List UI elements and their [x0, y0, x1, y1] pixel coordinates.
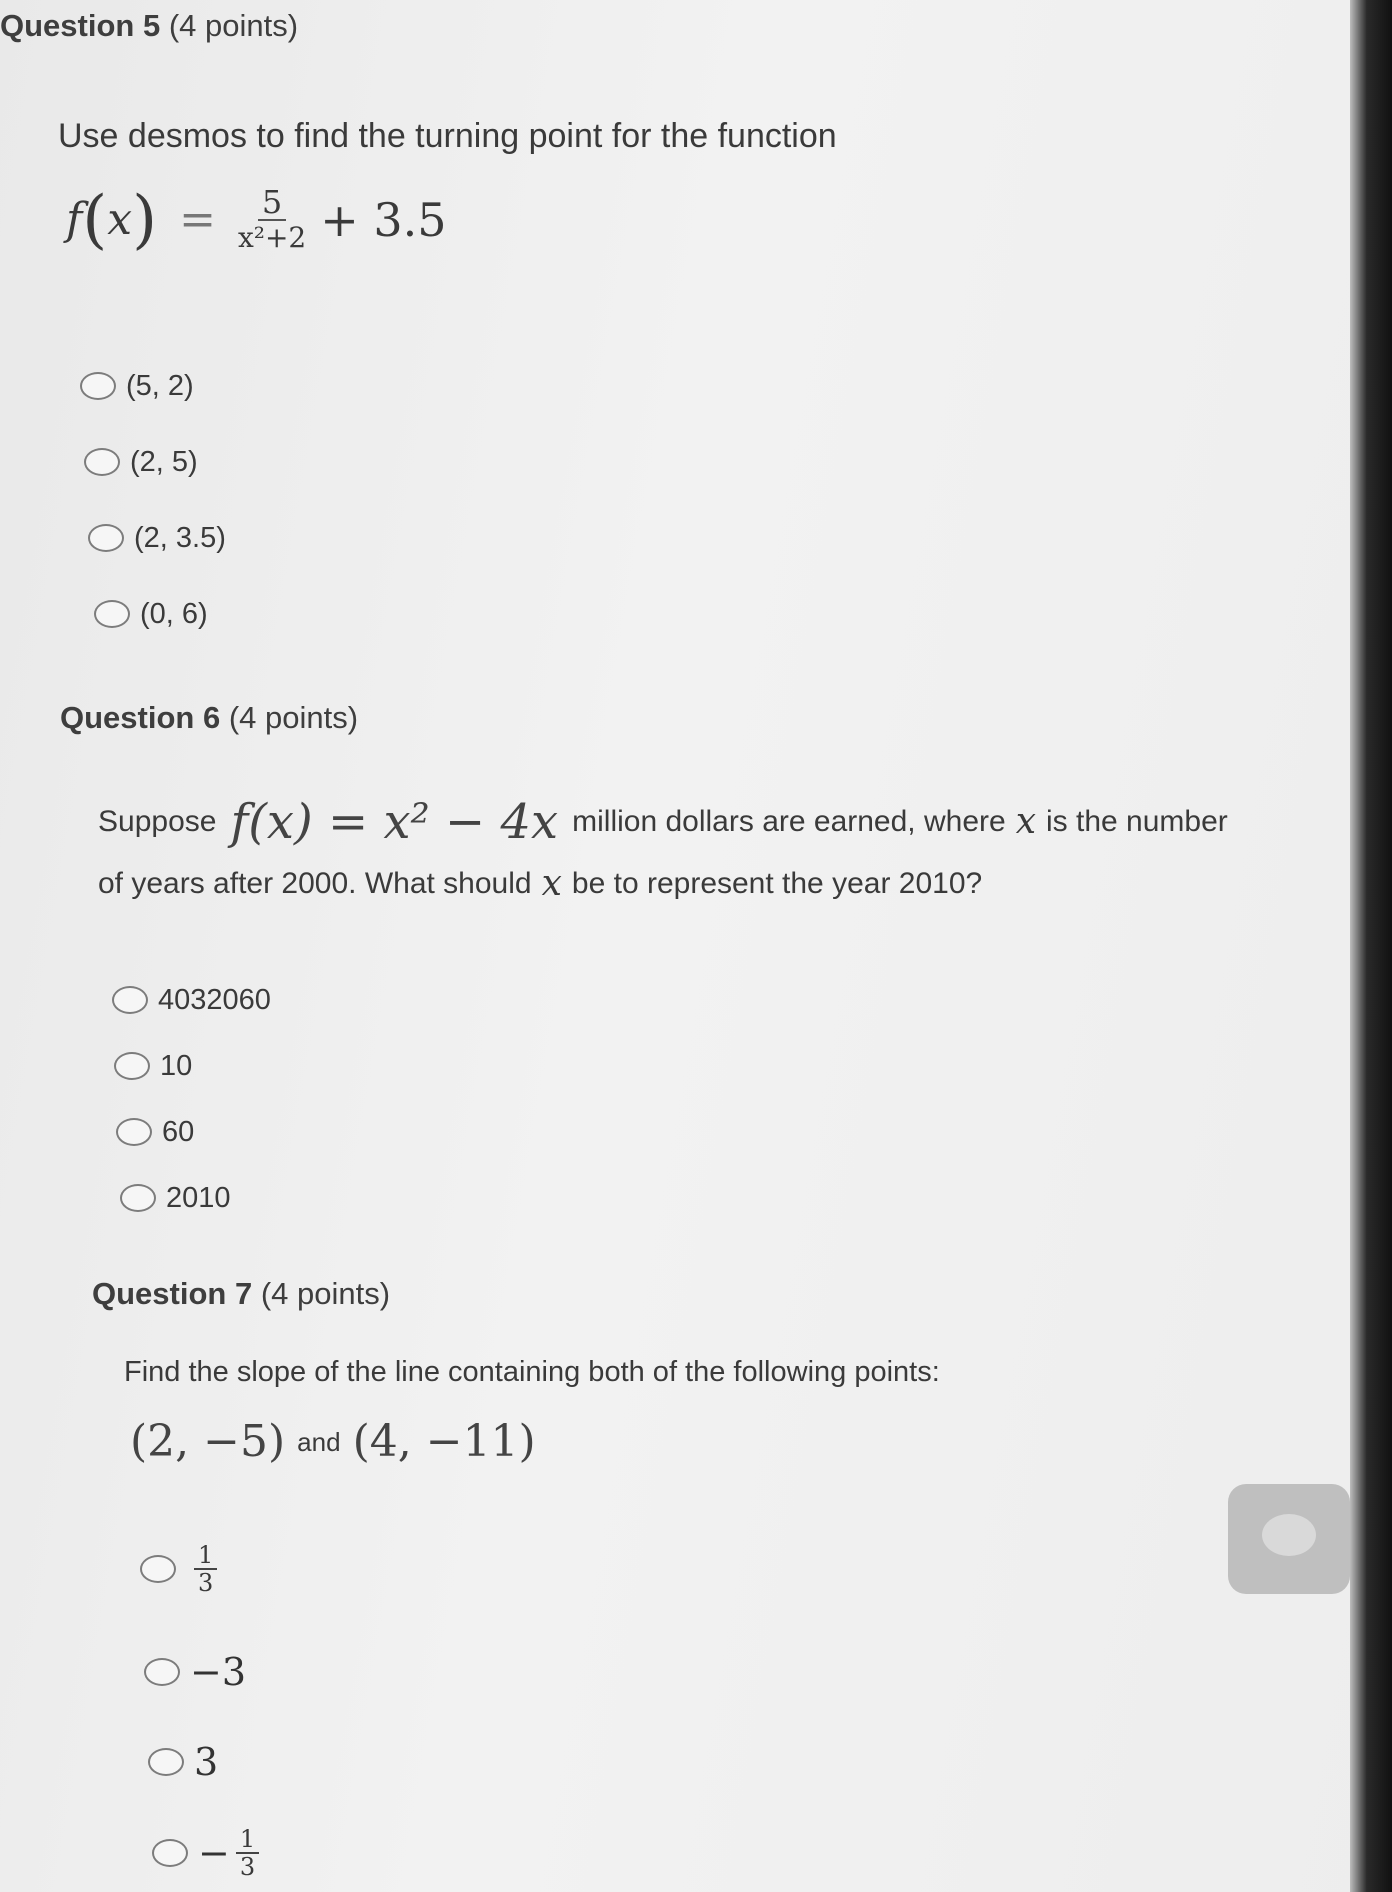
- q6-header-title: Question 6: [60, 700, 221, 735]
- q6-text-end: is the number: [1046, 805, 1228, 838]
- q7-point-2: (4, −11): [352, 1416, 536, 1467]
- radio-button[interactable]: [120, 1184, 156, 1212]
- q7-and: and: [297, 1427, 341, 1457]
- q7-header: [92, 1276, 390, 1312]
- q6-option-1[interactable]: [112, 978, 271, 1022]
- q5-function: [66, 170, 447, 270]
- q7-prompt: Find the slope of the line containing both of the following points:: [124, 1356, 940, 1388]
- q7-option-1-fraction: [194, 1542, 217, 1596]
- q5-header-points: (4 points): [168, 8, 299, 43]
- q5-header-title: Question 5: [0, 8, 161, 43]
- q5-func-tail: + 3.5: [320, 193, 447, 247]
- radio-button[interactable]: [80, 372, 116, 400]
- q5-fraction: [238, 185, 306, 255]
- q5-fraction-denominator: x²+2: [237, 221, 307, 254]
- q5-option-2[interactable]: [84, 440, 198, 484]
- q6-var-x: x: [1015, 801, 1036, 842]
- radio-button[interactable]: [140, 1555, 176, 1583]
- q6-option-label: 2010: [166, 1181, 231, 1214]
- q6-option-label: 10: [160, 1049, 193, 1082]
- q7-option-1-denominator: 3: [198, 1569, 214, 1597]
- q6-option-label: 4032060: [158, 983, 271, 1016]
- q6-option-4[interactable]: [120, 1176, 231, 1220]
- q5-option-label: (2, 3.5): [134, 521, 226, 554]
- radio-button[interactable]: [152, 1839, 188, 1867]
- q7-option-4-numerator: 1: [236, 1826, 259, 1854]
- q7-option-3-label: 3: [194, 1740, 219, 1784]
- radio-button[interactable]: [112, 986, 148, 1014]
- screen-bezel: [1350, 0, 1392, 1892]
- q5-prompt: Use desmos to find the turning point for the function: [58, 117, 837, 155]
- q7-points: [130, 1416, 536, 1468]
- radio-button[interactable]: [84, 448, 120, 476]
- q5-option-3[interactable]: [88, 516, 226, 560]
- q7-option-1-numerator: 1: [194, 1542, 217, 1570]
- q5-fraction-numerator: 5: [258, 185, 286, 221]
- q6-function: f(x) = x² − 4x: [230, 794, 559, 850]
- q7-point-1: (2, −5): [130, 1416, 286, 1467]
- radio-button[interactable]: [144, 1658, 180, 1686]
- q6-line2-x: x: [541, 863, 562, 904]
- q7-option-1[interactable]: [140, 1534, 217, 1604]
- q5-func-x: x: [107, 194, 133, 245]
- radio-button[interactable]: [116, 1118, 152, 1146]
- q6-line-2: [98, 858, 982, 910]
- radio-button[interactable]: [114, 1052, 150, 1080]
- q6-option-2[interactable]: [114, 1044, 192, 1088]
- q5-option-4[interactable]: [94, 592, 208, 636]
- radio-button[interactable]: [94, 600, 130, 628]
- q5-paren-open: (: [82, 183, 108, 257]
- q7-option-2[interactable]: [144, 1648, 246, 1696]
- radio-button[interactable]: [88, 524, 124, 552]
- q7-option-4-denominator: 3: [239, 1853, 256, 1881]
- q6-text-mid: million dollars are earned, where: [572, 805, 1006, 838]
- q5-option-label: (5, 2): [126, 369, 194, 402]
- q7-option-3[interactable]: [148, 1738, 218, 1786]
- q5-paren-close: ): [132, 183, 158, 257]
- floating-scroll-button[interactable]: [1228, 1484, 1350, 1594]
- q6-line-1: [98, 796, 1228, 848]
- q7-header-title: Question 7: [92, 1276, 253, 1311]
- circle-icon: [1262, 1514, 1316, 1556]
- q7-header-points: (4 points): [260, 1276, 391, 1311]
- q6-option-3[interactable]: [116, 1110, 194, 1154]
- radio-button[interactable]: [148, 1748, 184, 1776]
- q7-option-4-fraction: [236, 1826, 259, 1880]
- q5-header: [0, 8, 298, 44]
- q5-equals: =: [179, 194, 216, 245]
- q7-option-2-label: −3: [190, 1650, 247, 1694]
- q6-suppose: Suppose: [98, 805, 217, 838]
- q5-option-label: (0, 6): [140, 597, 208, 630]
- q7-option-4-sign: −: [198, 1831, 230, 1875]
- q6-header: [60, 700, 358, 736]
- q5-option-label: (2, 5): [130, 445, 198, 478]
- q5-option-1[interactable]: [80, 364, 194, 408]
- q6-line2-a: of years after 2000. What should: [98, 867, 532, 900]
- q6-line2-b: be to represent the year 2010?: [571, 867, 983, 900]
- q5-func-f: f: [66, 194, 83, 245]
- q7-option-4[interactable]: [152, 1818, 259, 1888]
- q6-option-label: 60: [162, 1115, 195, 1148]
- q6-header-points: (4 points): [228, 700, 359, 735]
